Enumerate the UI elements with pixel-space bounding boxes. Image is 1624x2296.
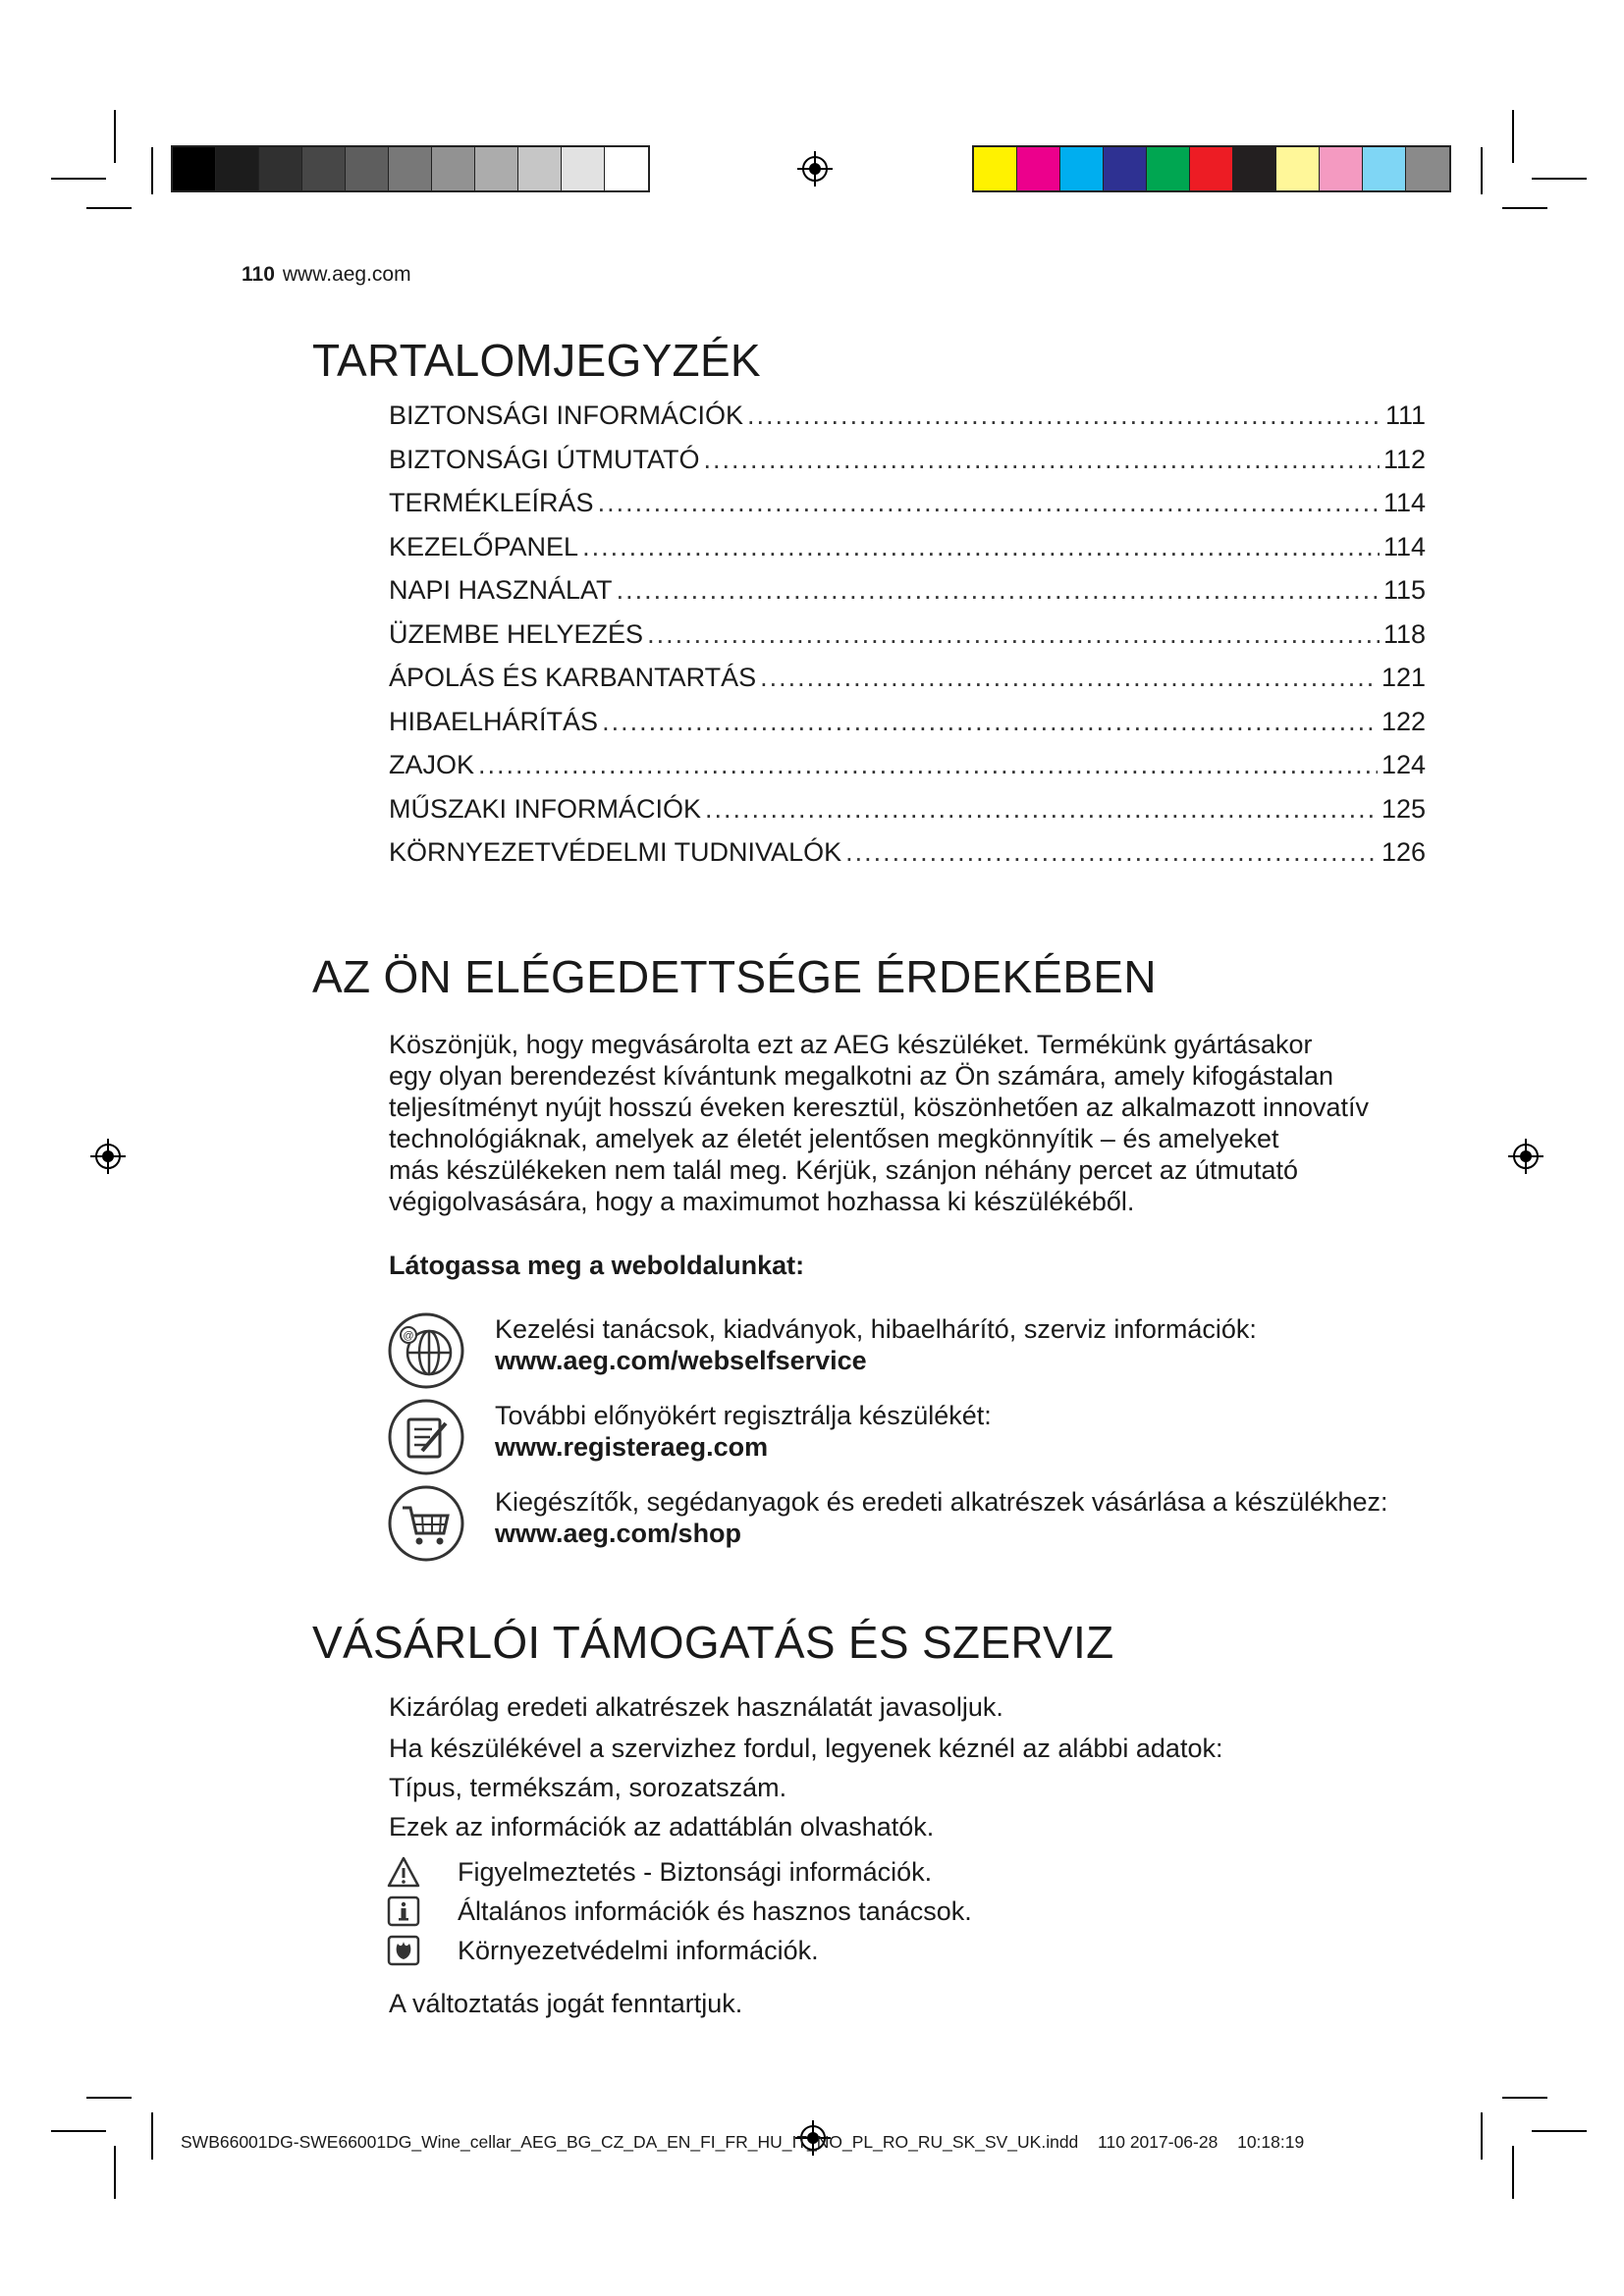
- footer-page: 110: [1098, 2132, 1125, 2152]
- disclaimer: A változtatás jogát fenntartjuk.: [389, 1989, 743, 2018]
- color-swatch: [1233, 147, 1276, 190]
- page-number: 110: [242, 263, 275, 286]
- toc-entry-page: 118: [1382, 618, 1426, 649]
- toc-entry-label: ZAJOK: [389, 750, 475, 779]
- page-header: [242, 263, 411, 287]
- text-line: technológiáknak, amelyek az életét jelentősen megkönnyítik – és amelyeket: [389, 1124, 1279, 1153]
- print-slug: [181, 2132, 1304, 2153]
- toc-leader-dots: [647, 619, 1380, 650]
- color-swatch: [1320, 147, 1363, 190]
- toc-entry-label: HIBAELHÁRÍTÁS: [389, 706, 599, 736]
- legend-info: [387, 1895, 1172, 1930]
- color-swatch: [1060, 147, 1104, 190]
- website-link[interactable]: www.aeg.com: [282, 263, 411, 286]
- color-swatch: [1190, 147, 1233, 190]
- toc-entry[interactable]: [389, 445, 1426, 489]
- toc-entry-label: KEZELŐPANEL: [389, 531, 579, 561]
- toc-leader-dots: [617, 575, 1380, 606]
- toc-leader-dots: [705, 794, 1378, 825]
- registration-mark-icon: [88, 1137, 128, 1176]
- registration-mark-icon: [1506, 1137, 1545, 1176]
- footer-filename: SWB66001DG-SWE66001DG_Wine_cellar_AEG_BG_CZ_DA_EN_FI_FR_HU_IT_NO_PL_RO_RU_SK_SV_UK.indd: [181, 2132, 1079, 2152]
- environment-icon: [387, 1934, 420, 1967]
- toc-entry-page: 114: [1382, 531, 1426, 561]
- registration-mark-icon: [795, 149, 835, 188]
- web-item-text: További előnyökért regisztrálja készülékét:: [495, 1401, 992, 1430]
- color-swatch: [389, 147, 432, 190]
- toc-entry[interactable]: [389, 400, 1426, 445]
- toc-title: TARTALOMJEGYZÉK: [312, 335, 761, 386]
- toc-entry-label: ÜZEMBE HELYEZÉS: [389, 618, 644, 649]
- toc-entry-page: 112: [1382, 444, 1426, 474]
- toc-entry[interactable]: [389, 663, 1426, 707]
- toc-leader-dots: [582, 532, 1380, 562]
- grayscale-color-bar: [171, 145, 650, 192]
- process-color-bar: [972, 145, 1451, 192]
- footer-date: 2017-06-28: [1129, 2132, 1218, 2152]
- web-globe-icon: [387, 1311, 465, 1390]
- support-paragraph-1: Kizárólag eredeti alkatrészek használatát javasoljuk.: [389, 1692, 1003, 1722]
- toc-leader-dots: [747, 400, 1381, 431]
- toc-entry-page: 125: [1380, 793, 1426, 824]
- toc-entry-page: 121: [1380, 663, 1426, 692]
- web-item-register: [387, 1398, 1467, 1480]
- toc-entry-label: MŰSZAKI INFORMÁCIÓK: [389, 793, 702, 824]
- shop-link[interactable]: www.aeg.com/shop: [495, 1519, 742, 1548]
- toc-entry-label: ÁPOLÁS ÉS KARBANTARTÁS: [389, 663, 757, 692]
- toc-entry[interactable]: [389, 532, 1426, 576]
- color-swatch: [1406, 147, 1449, 190]
- color-swatch: [173, 147, 216, 190]
- toc-entry-label: NAPI HASZNÁLAT: [389, 575, 613, 605]
- support-title: VÁSÁRLÓI TÁMOGATÁS ÉS SZERVIZ: [312, 1617, 1114, 1668]
- svg-text:@: @: [403, 1330, 414, 1342]
- web-item-text: Kiegészítők, segédanyagok és eredeti alkatrészek vásárlása a készülékhez:: [495, 1487, 1388, 1517]
- toc-entry[interactable]: [389, 488, 1426, 532]
- toc-entry-label: BIZTONSÁGI INFORMÁCIÓK: [389, 400, 744, 430]
- color-swatch: [1017, 147, 1060, 190]
- table-of-contents: [389, 400, 1426, 881]
- color-swatch: [432, 147, 475, 190]
- color-swatch: [518, 147, 562, 190]
- satisfaction-title: AZ ÖN ELÉGEDETTSÉGE ÉRDEKÉBEN: [312, 951, 1157, 1002]
- toc-leader-dots: [602, 707, 1378, 737]
- support-paragraph-3: Típus, termékszám, sorozatszám.: [389, 1773, 787, 1802]
- toc-entry[interactable]: [389, 619, 1426, 664]
- legend-text: Figyelmeztetés - Biztonsági információk.: [458, 1857, 933, 1887]
- toc-entry-page: 115: [1382, 575, 1426, 605]
- text-line: végigolvasására, hogy a maximumot hozhassa ki készülékéből.: [389, 1187, 1135, 1216]
- color-swatch: [259, 147, 302, 190]
- text-line: Köszönjük, hogy megvásárolta ezt az AEG készüléket. Termékünk gyártásakor: [389, 1030, 1313, 1059]
- toc-entry-page: 126: [1380, 837, 1426, 867]
- visit-heading: Látogassa meg a weboldalunkat:: [389, 1251, 805, 1280]
- toc-entry[interactable]: [389, 837, 1426, 881]
- toc-leader-dots: [598, 488, 1380, 518]
- web-item-text: Kezelési tanácsok, kiadványok, hibaelhárító, szerviz információk:: [495, 1314, 1257, 1344]
- web-item-selfservice: [387, 1311, 1467, 1394]
- color-swatch: [1147, 147, 1190, 190]
- toc-entry[interactable]: [389, 575, 1426, 619]
- color-swatch: [605, 147, 648, 190]
- register-document-icon: [387, 1398, 465, 1476]
- satisfaction-paragraph: [389, 1029, 1508, 1217]
- shopping-cart-icon: [387, 1484, 465, 1563]
- legend-environment: [387, 1934, 1172, 1969]
- toc-leader-dots: [760, 663, 1378, 693]
- register-link[interactable]: www.registeraeg.com: [495, 1432, 769, 1462]
- toc-entry[interactable]: [389, 750, 1426, 794]
- color-swatch: [346, 147, 389, 190]
- text-line: teljesítményt nyújt hosszú éveken keresztül, köszönhetően az alkalmazott innovatív: [389, 1093, 1370, 1122]
- color-swatch: [1276, 147, 1320, 190]
- color-swatch: [562, 147, 605, 190]
- info-icon: [387, 1895, 420, 1928]
- toc-entry-page: 122: [1380, 706, 1426, 736]
- text-line: más készülékeken nem talál meg. Kérjük, szánjon néhány percet az útmutató: [389, 1155, 1298, 1185]
- legend-warning: [387, 1855, 1172, 1891]
- toc-entry-label: KÖRNYEZETVÉDELMI TUDNIVALÓK: [389, 837, 842, 867]
- webselfservice-link[interactable]: www.aeg.com/webselfservice: [495, 1346, 867, 1375]
- color-swatch: [974, 147, 1017, 190]
- color-swatch: [1104, 147, 1147, 190]
- warning-triangle-icon: [387, 1855, 420, 1889]
- toc-entry-label: TERMÉKLEÍRÁS: [389, 488, 594, 517]
- toc-entry-page: 111: [1384, 400, 1426, 430]
- support-paragraph-4: Ezek az információk az adattáblán olvashatók.: [389, 1812, 935, 1842]
- color-swatch: [302, 147, 346, 190]
- color-swatch: [1363, 147, 1406, 190]
- toc-entry-page: 124: [1380, 750, 1426, 779]
- toc-entry[interactable]: [389, 707, 1426, 751]
- toc-entry-label: BIZTONSÁGI ÚTMUTATÓ: [389, 444, 700, 474]
- toc-entry-page: 114: [1382, 488, 1426, 517]
- color-swatch: [475, 147, 518, 190]
- toc-leader-dots: [845, 837, 1378, 868]
- legend-text: Általános információk és hasznos tanácsok.: [458, 1896, 972, 1926]
- legend-text: Környezetvédelmi információk.: [458, 1936, 819, 1965]
- toc-entry[interactable]: [389, 794, 1426, 838]
- text-line: egy olyan berendezést kívántunk megalkotni az Ön számára, amely kifogástalan: [389, 1061, 1334, 1091]
- web-item-shop: [387, 1484, 1467, 1567]
- footer-time: 10:18:19: [1237, 2132, 1305, 2152]
- support-paragraph-2: Ha készülékével a szervizhez fordul, legyenek kéznél az alábbi adatok:: [389, 1734, 1223, 1763]
- toc-leader-dots: [704, 445, 1380, 475]
- color-swatch: [216, 147, 259, 190]
- toc-leader-dots: [478, 750, 1378, 780]
